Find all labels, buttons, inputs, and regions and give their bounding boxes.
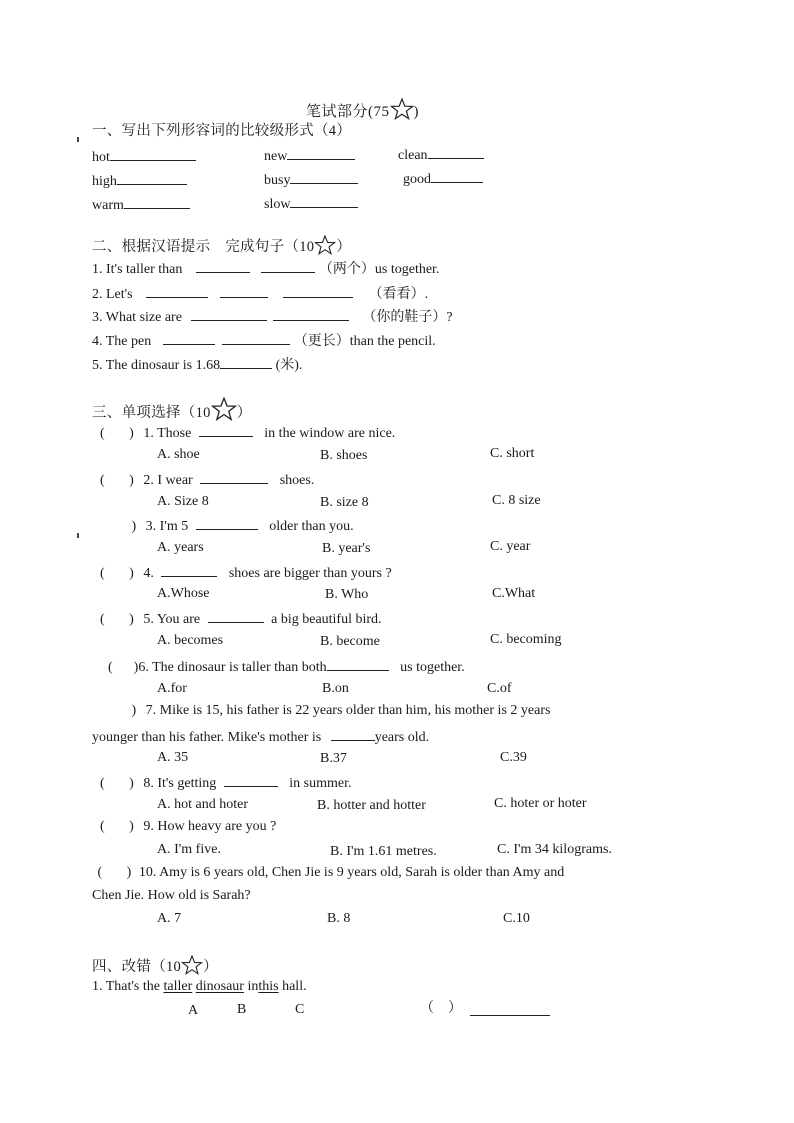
answer-paren[interactable]: ( ) (100, 566, 134, 581)
answer-blank[interactable] (191, 307, 267, 321)
answer-paren[interactable]: ) (100, 519, 137, 534)
question-row (100, 609, 382, 629)
option[interactable]: A. 7 (157, 911, 182, 926)
answer-paren[interactable]: ( ) (108, 660, 139, 675)
section3-heading (92, 397, 252, 422)
word-label: high (92, 174, 117, 189)
question-row (100, 470, 314, 490)
section4-heading-close: ） (203, 959, 218, 975)
answer-blank[interactable] (196, 516, 258, 530)
chinese-hint: （看看） (368, 287, 425, 302)
sentence-text: hall. (282, 979, 307, 994)
answer-blank[interactable] (200, 470, 268, 484)
sentence-text: 3. What size are (92, 310, 182, 325)
question-text: in the window are nice. (264, 426, 396, 441)
star-icon (314, 235, 336, 255)
option[interactable]: A. years (157, 540, 204, 555)
title-close: ) (413, 104, 419, 120)
title-text: 笔试部分(75 (306, 104, 390, 120)
question-text: Amy is 6 years old, Chen Jie is 9 years old, Sarah is older than Amy and (159, 865, 565, 880)
answer-paren[interactable]: ( ) (94, 865, 132, 880)
option[interactable]: C. I'm 34 kilograms. (497, 842, 612, 857)
option[interactable]: C. short (490, 446, 535, 461)
option-label-b: B (237, 1002, 247, 1017)
question-number: 3. (145, 519, 157, 534)
star-icon (211, 397, 237, 421)
question-number: 10. (138, 865, 157, 880)
option-label-c: C (295, 1002, 305, 1017)
answer-blank[interactable] (110, 147, 196, 161)
section3-heading-text: 三、单项选择（10 (92, 405, 211, 421)
question-text: a big beautiful bird. (271, 612, 382, 627)
sentence-text: 1. It's taller than (92, 262, 183, 277)
sentence-text: in (247, 979, 259, 994)
question-text: older than you. (269, 519, 354, 534)
option[interactable]: B. year's (322, 541, 371, 556)
question-text: The dinosaur is taller than both (152, 660, 327, 675)
answer-paren[interactable]: ( ) (100, 819, 134, 834)
question-number: 8. (143, 776, 154, 791)
option[interactable]: C.10 (503, 911, 530, 926)
question-text: You are (156, 612, 201, 627)
answer-paren[interactable]: ( ) (100, 473, 134, 488)
sentence-text: . (298, 358, 303, 373)
question-text: Those (157, 426, 192, 441)
answer-paren[interactable]: ( ) (100, 776, 134, 791)
error-sentence (92, 978, 307, 996)
star-icon (181, 955, 203, 975)
option[interactable]: C.of (487, 681, 512, 696)
word-item (264, 194, 358, 214)
answer-blank[interactable] (283, 284, 353, 298)
option[interactable]: B. hotter and hotter (317, 798, 426, 813)
question-number: 7. (145, 703, 157, 718)
section4-heading (92, 955, 218, 976)
question-text: years old. (374, 730, 430, 745)
answer-blank[interactable] (261, 259, 315, 273)
question-text: shoes are bigger than yours ? (228, 566, 392, 581)
chinese-hint: （你的鞋子） (362, 310, 447, 325)
sentence-item (92, 259, 439, 279)
option[interactable]: A. Size 8 (157, 494, 209, 509)
option[interactable]: C. 8 size (492, 493, 541, 508)
question-text: shoes. (279, 473, 315, 488)
question-row (108, 657, 465, 677)
answer-blank[interactable] (290, 194, 358, 208)
option[interactable]: A. shoe (157, 447, 200, 462)
option[interactable]: A. 35 (157, 750, 189, 765)
question-number: 1. (143, 426, 154, 441)
underlined-word-c: this (258, 979, 279, 994)
answer-blank[interactable] (290, 170, 358, 184)
question-row (100, 773, 351, 793)
word-item (92, 195, 190, 215)
option[interactable]: B. become (320, 634, 380, 649)
answer-blank[interactable] (163, 331, 215, 345)
sentence-item (92, 355, 302, 375)
answer-paren[interactable]: （ ） (420, 1001, 462, 1016)
answer-blank[interactable] (224, 773, 278, 787)
option[interactable]: A.Whose (157, 586, 210, 601)
sentence-text: 2. Let's (92, 287, 133, 302)
answer-blank[interactable] (287, 146, 355, 160)
question-row-continued (92, 727, 429, 747)
sentence-text: than the pencil. (349, 334, 436, 349)
option[interactable]: A. I'm five. (157, 842, 221, 857)
word-label: busy (264, 173, 291, 188)
question-number: 2. (143, 473, 154, 488)
option[interactable]: C. becoming (490, 632, 562, 647)
chinese-hint: (米) (275, 358, 299, 373)
sentence-text: ? (446, 310, 453, 325)
option-label-a: A (188, 1003, 199, 1018)
question-number: 5. (143, 612, 154, 627)
sentence-text: 5. The dinosaur is 1.68 (92, 358, 221, 373)
question-row-continued (92, 887, 251, 905)
answer-paren[interactable]: ( ) (100, 426, 134, 441)
answer-blank[interactable] (146, 284, 208, 298)
word-item (92, 171, 187, 191)
question-row (100, 516, 354, 536)
answer-blank[interactable] (161, 563, 217, 577)
section3-heading-close: ） (236, 405, 252, 421)
question-text: It's getting (157, 776, 217, 791)
question-text: in summer. (289, 776, 352, 791)
word-item (403, 169, 483, 189)
option[interactable]: C. year (490, 539, 531, 554)
chinese-hint: （更长） (293, 334, 350, 349)
answer-paren[interactable]: ( ) (100, 612, 134, 627)
question-row (94, 864, 564, 882)
section1-heading-close: ） (336, 123, 352, 139)
section2-heading-close: ） (336, 239, 352, 255)
answer-blank-row (470, 1002, 550, 1022)
answer-blank[interactable] (199, 423, 253, 437)
answer-blank[interactable] (470, 1002, 550, 1016)
scan-mark (77, 137, 79, 142)
sentence-text: 4. The pen (92, 334, 152, 349)
question-text: us together. (400, 660, 465, 675)
word-label: new (264, 149, 288, 164)
option[interactable]: A.for (157, 681, 187, 696)
sentence-text: . (424, 287, 429, 302)
question-number: 6. (138, 660, 149, 675)
sentence-text: That's the (105, 979, 160, 994)
answer-blank[interactable] (196, 259, 250, 273)
question-row (100, 563, 392, 583)
section1-heading-text: 一、写出下列形容词的比较级形式（4 (92, 123, 337, 139)
option[interactable]: B. size 8 (320, 495, 369, 510)
word-label: clean (398, 148, 428, 163)
option[interactable]: A. hot and hoter (157, 797, 248, 812)
section4-heading-text: 四、改错（10 (92, 959, 182, 975)
page-title (306, 98, 419, 121)
option[interactable]: A. becomes (157, 633, 224, 648)
answer-blank[interactable] (428, 145, 484, 159)
question-text: Mike is 15, his father is 22 years older than him, his mother is 2 years (159, 703, 551, 718)
section2-heading-text: 二、根据汉语提示 完成句子（10 (92, 239, 315, 255)
option[interactable]: B. shoes (320, 448, 368, 463)
answer-blank[interactable] (222, 331, 290, 345)
chinese-hint: （两个） (318, 262, 375, 277)
word-label: slow (264, 197, 291, 212)
answer-blank[interactable] (220, 355, 272, 369)
word-item (398, 145, 484, 165)
question-row (100, 702, 550, 720)
option[interactable]: B. I'm 1.61 metres. (330, 844, 437, 859)
scan-mark (77, 533, 79, 538)
word-label: warm (92, 198, 124, 213)
question-number: 9. (143, 819, 154, 834)
option[interactable]: B.37 (320, 751, 347, 766)
answer-blank[interactable] (331, 727, 375, 741)
option[interactable]: C.What (492, 586, 536, 601)
answer-blank[interactable] (124, 195, 190, 209)
question-number: 4. (143, 566, 154, 581)
sentence-item (92, 307, 453, 327)
question-row (100, 423, 395, 443)
answer-blank[interactable] (220, 284, 268, 298)
question-number: 1. (92, 979, 103, 994)
question-row (100, 818, 276, 836)
question-text: Chen Jie. How old is Sarah? (92, 888, 251, 903)
option[interactable]: B. Who (325, 587, 369, 602)
question-text: I'm 5 (159, 519, 189, 534)
option[interactable]: C.39 (500, 750, 527, 765)
underlined-word-b: dinosaur (195, 979, 244, 994)
answer-blank[interactable] (431, 169, 483, 183)
word-item (92, 147, 196, 167)
word-label: hot (92, 150, 110, 165)
sentence-item (92, 284, 428, 304)
question-text: How heavy are you ? (157, 819, 277, 834)
question-text: I wear (157, 473, 193, 488)
option[interactable]: C. hoter or hoter (494, 796, 587, 811)
answer-blank[interactable] (273, 307, 349, 321)
option[interactable]: B.on (322, 681, 349, 696)
sentence-item (92, 331, 436, 351)
word-item (264, 170, 358, 190)
star-icon (390, 98, 414, 120)
word-label: good (403, 172, 431, 187)
answer-paren[interactable]: ) (100, 703, 137, 718)
word-item (264, 146, 355, 166)
sentence-text: us together. (374, 262, 440, 277)
answer-blank[interactable] (208, 609, 264, 623)
section2-heading (92, 235, 351, 256)
section1-heading (92, 122, 351, 140)
answer-blank[interactable] (117, 171, 187, 185)
underlined-word-a: taller (163, 979, 193, 994)
question-text: younger than his father. Mike's mother is (92, 730, 322, 745)
option[interactable]: B. 8 (327, 911, 351, 926)
answer-blank[interactable] (327, 657, 389, 671)
